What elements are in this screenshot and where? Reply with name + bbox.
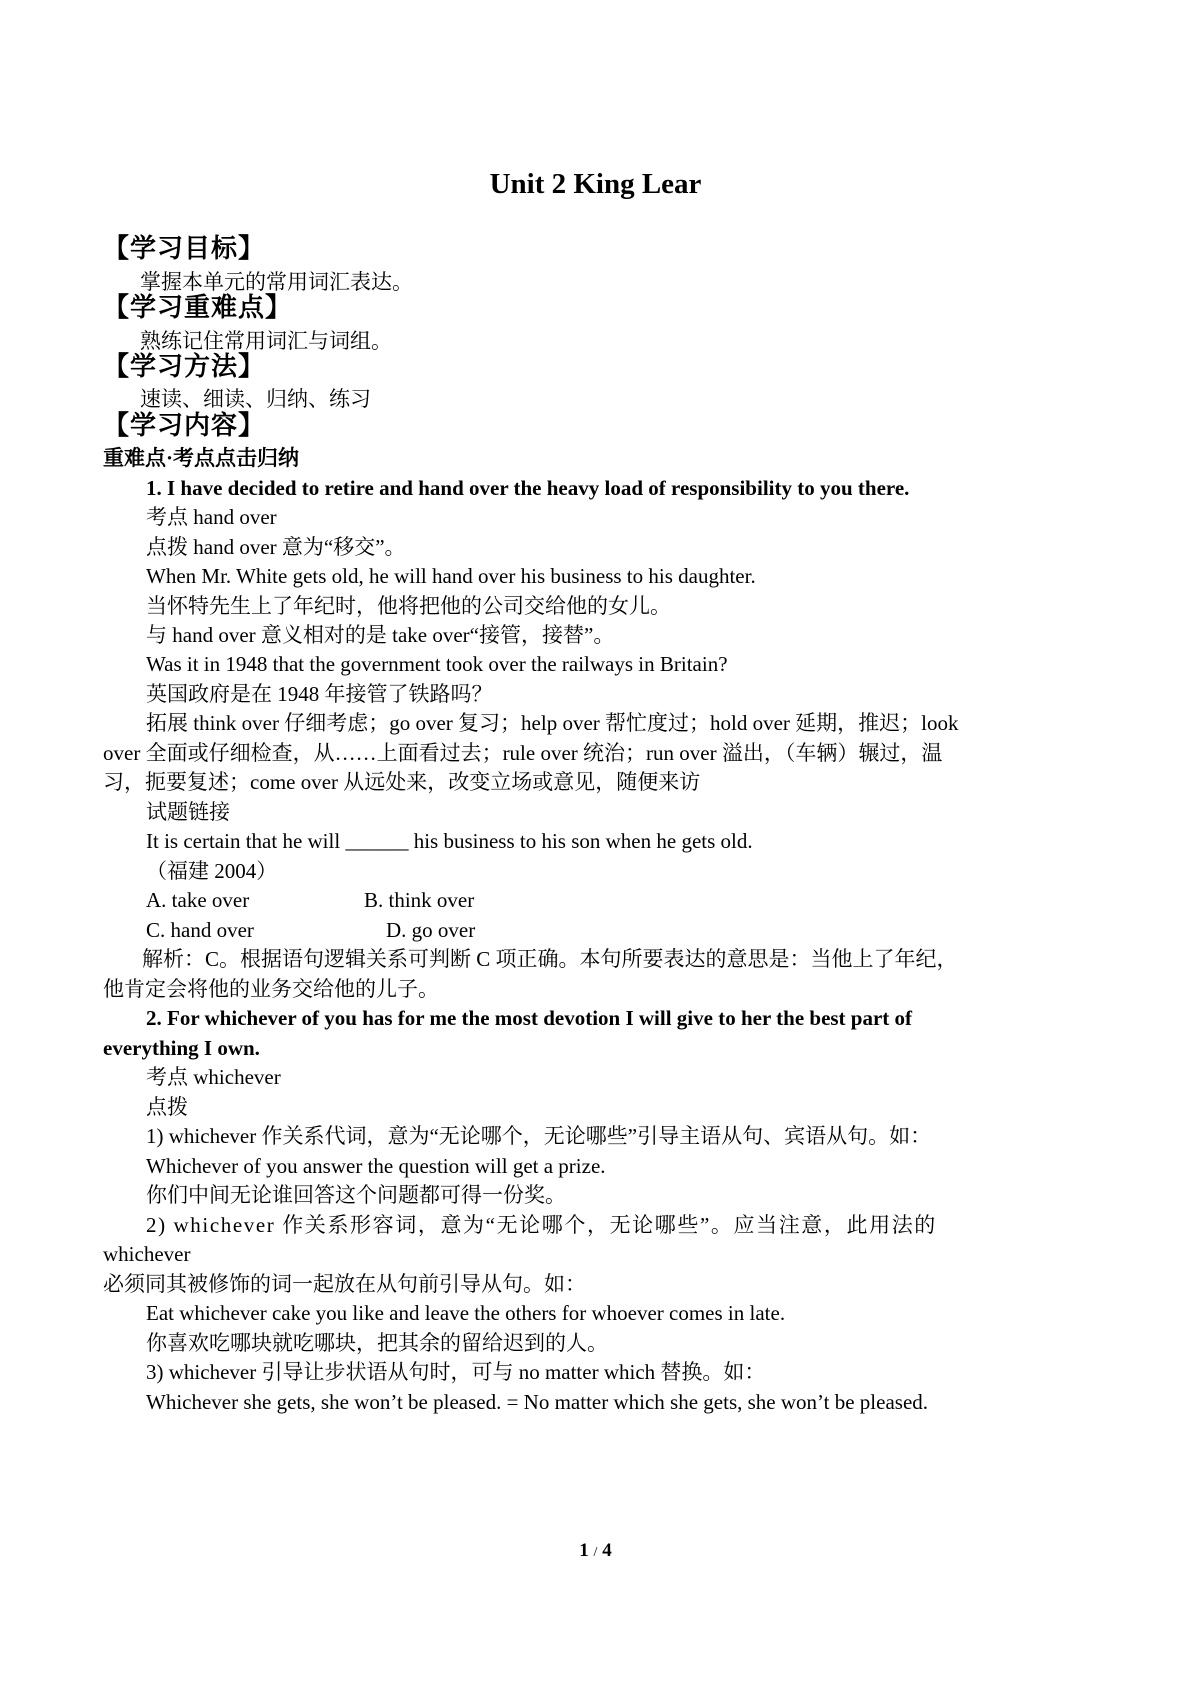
item2-use3-example: Whichever she gets, she won’t be pleased. = No matter which she gets, she won’t be pleased. (146, 1390, 929, 1414)
item1-option-a: A. take over (146, 888, 250, 912)
item1-example1-cn: 当怀特先生上了年纪时，他将把他的公司交给他的女儿。 (146, 594, 671, 618)
item2-use1-example-cn: 你们中间无论谁回答这个问题都可得一份奖。 (146, 1183, 566, 1207)
item2-use2-line1: 2) whichever 作关系形容词，意为“无论哪个，无论哪些”。应当注意，此用法的 (146, 1213, 937, 1237)
focus-text: 熟练记住常用词汇与词组。 (140, 329, 392, 353)
item2-use2-line2: whichever (103, 1242, 191, 1266)
goal-text: 掌握本单元的常用词汇表达。 (140, 270, 413, 294)
section-subheading: 重难点·考点点击归纳 (103, 446, 300, 470)
item2-point: 考点 whichever (146, 1065, 281, 1089)
page-title: Unit 2 King Lear (489, 168, 702, 200)
item2-use2-example-en: Eat whichever cake you like and leave the others for whoever comes in late. (146, 1301, 786, 1325)
item1-point: 考点 hand over (146, 505, 277, 529)
item1-example2-cn: 英国政府是在 1948 年接管了铁路吗？ (146, 682, 493, 706)
goal-heading: 【学习目标】 (103, 234, 266, 263)
item2-use1-example-en: Whichever of you answer the question will get a prize. (146, 1154, 606, 1178)
page-separator: / (593, 1545, 598, 1560)
item1-example2-en: Was it in 1948 that the government took over the railways in Britain? (146, 652, 728, 676)
item2-use1: 1) whichever 作关系代词，意为“无论哪个，无论哪些”引导主语从句、宾语从句。如： (146, 1124, 932, 1148)
item1-sentence: 1. I have decided to retire and hand over the heavy load of responsibility to you there. (146, 476, 910, 500)
item2-use3: 3) whichever 引导让步状语从句时，可与 no matter which 替换。如： (146, 1360, 766, 1384)
item1-test-link: 试题链接 (146, 800, 230, 824)
item2-sentence-line2: everything I own. (103, 1036, 260, 1060)
item1-hint: 点拨 hand over 意为“移交”。 (146, 535, 406, 559)
method-heading: 【学习方法】 (103, 352, 266, 381)
item1-contrast: 与 hand over 意义相对的是 take over“接管，接替”。 (146, 623, 615, 647)
item1-analysis-line1: 解析：C。根据语句逻辑关系可判断 C 项正确。本句所要表达的意思是：当他上了年纪， (142, 947, 958, 971)
item2-use2-line3: 必须同其被修饰的词一起放在从句前引导从句。如： (103, 1272, 586, 1296)
item2-sentence-line1: 2. For whichever of you has for me the most devotion I will give to her the best part of (146, 1006, 913, 1030)
item1-extend-line2: over 全面或仔细检查，从……上面看过去；rule over 统治；run over 溢出，（车辆）辗过，温 (103, 741, 943, 765)
page-total: 4 (602, 1540, 612, 1561)
item1-example1-en: When Mr. White gets old, he will hand over his business to his daughter. (146, 564, 756, 588)
method-text: 速读、细读、归纳、练习 (140, 387, 371, 411)
focus-heading: 【学习重难点】 (103, 293, 293, 322)
item1-option-b: B. think over (364, 888, 475, 912)
item2-use2-example-cn: 你喜欢吃哪块就吃哪块，把其余的留给迟到的人。 (146, 1331, 608, 1355)
item1-extend-line1: 拓展 think over 仔细考虑；go over 复习；help over 帮忙度过；hold over 延期，推迟；look (146, 711, 959, 735)
content-heading: 【学习内容】 (103, 411, 266, 440)
page-current: 1 (579, 1540, 589, 1561)
item1-option-c: C. hand over (146, 918, 254, 942)
item1-analysis-line2: 他肯定会将他的业务交给他的儿子。 (103, 977, 439, 1001)
item1-question: It is certain that he will ______ his business to his son when he gets old. (146, 829, 753, 853)
item1-option-d: D. go over (386, 918, 476, 942)
item2-hint: 点拨 (146, 1095, 188, 1119)
page-number (0, 1540, 1191, 1562)
item1-source: （福建 2004） (146, 859, 278, 883)
item1-extend-line3: 习，扼要复述；come over 从远处来，改变立场或意见，随便来访 (103, 770, 701, 794)
